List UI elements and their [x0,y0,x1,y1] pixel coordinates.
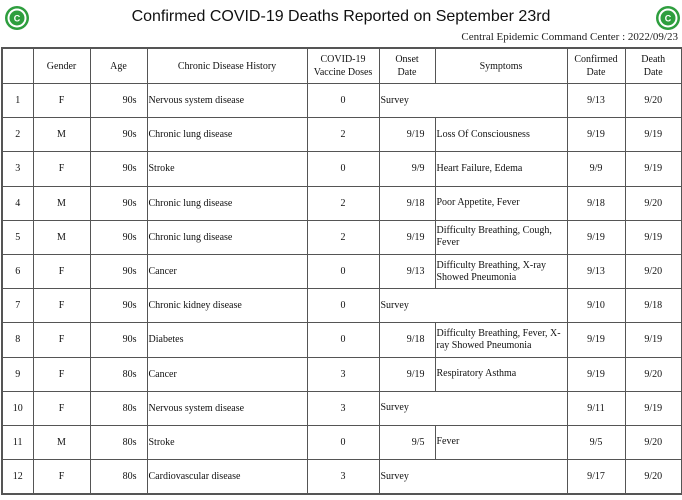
cell-age: 90s [90,84,147,118]
cell-gender: F [33,357,90,391]
cell-death: 9/19 [625,118,682,152]
cell-confirmed: 9/17 [567,460,625,495]
cell-doses: 2 [307,186,379,220]
cell-doses: 3 [307,460,379,495]
cell-age: 90s [90,323,147,357]
cell-confirmed: 9/13 [567,84,625,118]
cell-doses: 0 [307,152,379,186]
cell-age: 80s [90,460,147,495]
cell-doses: 3 [307,357,379,391]
cell-history: Chronic lung disease [147,118,307,152]
cell-confirmed: 9/19 [567,323,625,357]
cell-onset: 9/19 [379,357,435,391]
cell-onset: 9/19 [379,220,435,254]
cell-confirmed: 9/11 [567,391,625,425]
cell-history: Chronic lung disease [147,186,307,220]
cell-doses: 0 [307,254,379,288]
page-title: Confirmed COVID-19 Deaths Reported on September 23rd [131,8,551,25]
table-row [2,84,682,118]
col-header-death: Death Date [625,48,682,84]
cell-survey: Survey [379,84,567,118]
cell-confirmed: 9/18 [567,186,625,220]
svg-text:C: C [664,13,672,24]
cell-age: 90s [90,220,147,254]
cell-history: Chronic lung disease [147,220,307,254]
cell-symptoms: Difficulty Breathing, Cough, Fever [435,220,567,254]
cell-onset: 9/13 [379,254,435,288]
cell-history: Cardiovascular disease [147,460,307,495]
cell-no: 2 [2,118,33,152]
cell-confirmed: 9/19 [567,220,625,254]
cell-no: 9 [2,357,33,391]
table-row [2,391,682,425]
cell-symptoms: Loss Of Consciousness [435,118,567,152]
cell-confirmed: 9/5 [567,425,625,459]
cell-doses: 2 [307,118,379,152]
col-header-confirmed: Confirmed Date [567,48,625,84]
cell-gender: F [33,84,90,118]
col-header-history: Chronic Disease History [147,48,307,84]
col-header-age: Age [90,48,147,84]
cell-death: 9/20 [625,254,682,288]
cell-age: 90s [90,186,147,220]
col-header-onset: Onset Date [379,48,435,84]
cell-gender: F [33,254,90,288]
cell-doses: 0 [307,425,379,459]
cell-death: 9/20 [625,460,682,495]
cell-onset: 9/9 [379,152,435,186]
cell-doses: 0 [307,84,379,118]
cell-gender: M [33,186,90,220]
table-row [2,220,682,254]
cell-death: 9/19 [625,323,682,357]
col-header-vaccine: COVID-19 Vaccine Doses [307,48,379,84]
cell-symptoms: Poor Appetite, Fever [435,186,567,220]
cell-age: 90s [90,289,147,323]
cell-death: 9/20 [625,357,682,391]
cell-gender: F [33,460,90,495]
cell-no: 7 [2,289,33,323]
cell-doses: 2 [307,220,379,254]
col-header-no [2,48,33,84]
cell-confirmed: 9/13 [567,254,625,288]
cell-history: Nervous system disease [147,84,307,118]
table-header-row [2,48,682,84]
cell-history: Cancer [147,357,307,391]
cell-death: 9/19 [625,220,682,254]
cell-no: 5 [2,220,33,254]
cell-no: 12 [2,460,33,495]
source-line: Central Epidemic Command Center : 2022/09/23 [461,31,678,43]
cell-age: 90s [90,118,147,152]
table-row [2,425,682,459]
svg-text:C: C [13,13,21,24]
cell-death: 9/20 [625,84,682,118]
deaths-table [1,47,682,495]
cell-gender: M [33,425,90,459]
table-row [2,254,682,288]
cell-symptoms: Fever [435,425,567,459]
cell-no: 6 [2,254,33,288]
cell-no: 10 [2,391,33,425]
cell-gender: F [33,323,90,357]
cell-age: 80s [90,357,147,391]
table-row [2,118,682,152]
cell-death: 9/19 [625,391,682,425]
cell-symptoms: Respiratory Asthma [435,357,567,391]
table-row [2,186,682,220]
cell-death: 9/19 [625,152,682,186]
cell-doses: 3 [307,391,379,425]
cell-history: Chronic kidney disease [147,289,307,323]
cell-history: Nervous system disease [147,391,307,425]
cell-symptoms: Difficulty Breathing, Fever, X-ray Showed Pneumonia [435,323,567,357]
table-row [2,460,682,495]
cell-age: 90s [90,152,147,186]
cell-death: 9/18 [625,289,682,323]
cell-no: 3 [2,152,33,186]
cell-survey: Survey [379,289,567,323]
cell-history: Cancer [147,254,307,288]
table-row [2,323,682,357]
table-row [2,289,682,323]
cell-confirmed: 9/19 [567,118,625,152]
cell-symptoms: Heart Failure, Edema [435,152,567,186]
table-row [2,152,682,186]
cell-death: 9/20 [625,425,682,459]
cell-gender: M [33,220,90,254]
cell-age: 90s [90,254,147,288]
cell-onset: 9/5 [379,425,435,459]
cell-gender: F [33,391,90,425]
table-row [2,357,682,391]
cell-onset: 9/18 [379,186,435,220]
cell-doses: 0 [307,323,379,357]
cell-gender: F [33,152,90,186]
cell-symptoms: Difficulty Breathing, X-ray Showed Pneumonia [435,254,567,288]
cell-gender: F [33,289,90,323]
cell-onset: 9/19 [379,118,435,152]
cell-history: Stroke [147,152,307,186]
cell-history: Stroke [147,425,307,459]
cell-history: Diabetes [147,323,307,357]
cell-death: 9/20 [625,186,682,220]
cell-doses: 0 [307,289,379,323]
col-header-symptoms: Symptoms [435,48,567,84]
cell-age: 80s [90,391,147,425]
cell-no: 11 [2,425,33,459]
cell-confirmed: 9/10 [567,289,625,323]
cell-onset: 9/18 [379,323,435,357]
cell-no: 4 [2,186,33,220]
col-header-gender: Gender [33,48,90,84]
cell-confirmed: 9/9 [567,152,625,186]
cell-gender: M [33,118,90,152]
cell-survey: Survey [379,391,567,425]
cell-age: 80s [90,425,147,459]
cell-confirmed: 9/19 [567,357,625,391]
cell-no: 1 [2,84,33,118]
cell-survey: Survey [379,460,567,495]
cell-no: 8 [2,323,33,357]
